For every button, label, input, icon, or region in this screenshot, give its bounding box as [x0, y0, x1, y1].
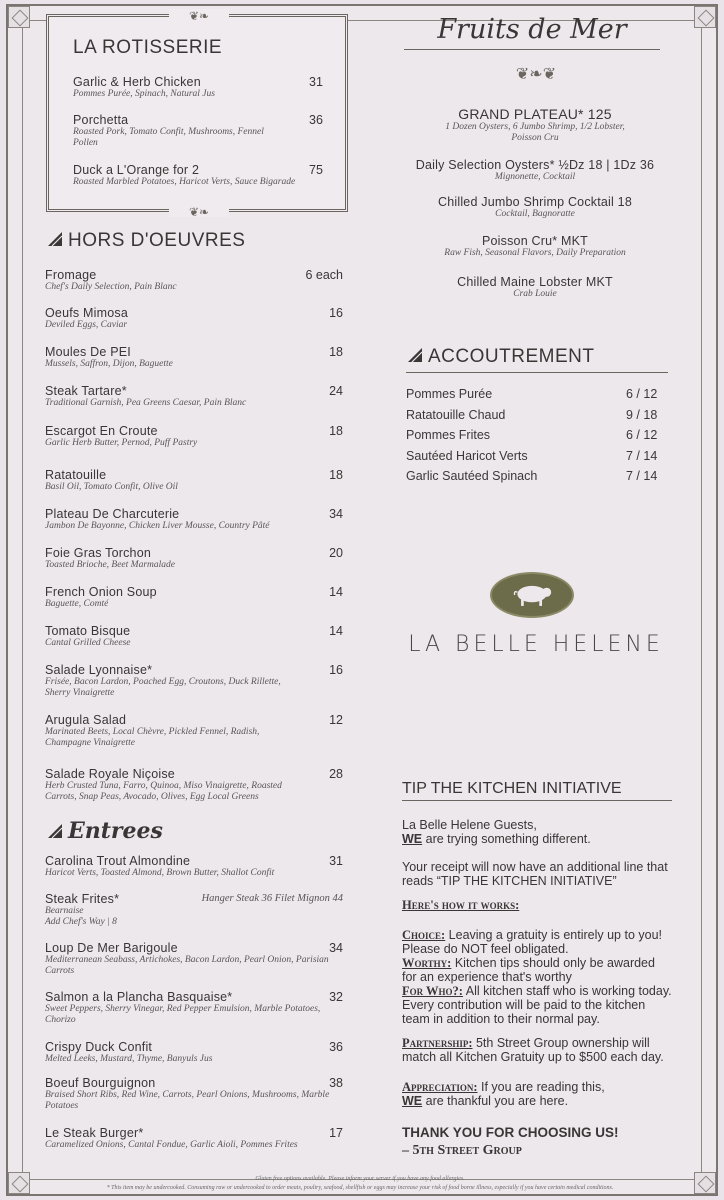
scroll-ornament-icon: ❦❧	[169, 9, 229, 21]
item-price: 6 / 12	[626, 387, 658, 401]
list-item	[45, 468, 345, 493]
item-name: Chilled Jumbo Shrimp Cocktail 18	[438, 195, 632, 209]
list-item	[45, 624, 345, 649]
list-item	[73, 113, 323, 149]
item-desc: 1 Dozen Oysters, 6 Jumbo Shrimp, 1/2 Lobster, Poisson Cru	[445, 122, 625, 143]
tip-appreciation	[402, 1080, 672, 1108]
list-item	[400, 275, 670, 300]
tip-appr-text: If you are reading this,	[477, 1080, 605, 1094]
item-price: 14	[329, 585, 343, 599]
knife-icon	[46, 230, 64, 248]
item-price: 75	[309, 163, 323, 177]
list-item	[45, 268, 345, 293]
hors-title	[46, 230, 245, 252]
list-item	[406, 387, 666, 401]
item-name: Fromage	[45, 268, 97, 282]
item-name: Arugula Salad	[45, 713, 127, 727]
tip-forwho-text: All kitchen staff who is working today. Every contribution will be paid to the kitchen team in addition to their normal pay.	[402, 984, 672, 1026]
list-item	[406, 408, 666, 422]
list-item	[45, 767, 345, 803]
list-item	[45, 990, 345, 1026]
accoutrement-title-text: ACCOUTREMENT	[428, 346, 595, 367]
list-item	[45, 546, 345, 571]
item-desc: Mussels, Saffron, Dijon, Baguette	[45, 359, 173, 369]
list-item	[45, 1076, 345, 1112]
list-item	[45, 663, 345, 699]
item-desc: Caramelized Onions, Cantal Fondue, Garlic Aioli, Pommes Frites	[45, 1140, 298, 1150]
item-price: 6 / 12	[626, 428, 658, 442]
knife-icon	[406, 346, 424, 364]
item-desc: Add Chef's Way | 8	[45, 917, 117, 927]
item-name: Moules De PEI	[45, 345, 131, 359]
item-desc: Basil Oil, Tomato Confit, Olive Oil	[45, 482, 178, 492]
item-desc: Frisée, Bacon Lardon, Poached Egg, Croutons, Duck Rillette, Sherry Vinaigrette	[45, 677, 281, 698]
item-price: 18	[329, 468, 343, 482]
tip-worthy-text: Kitchen tips should only be awarded for an experience that's worthy	[402, 956, 655, 984]
item-desc: Cocktail, Bagnoratte	[495, 209, 575, 219]
list-item	[400, 158, 670, 183]
scroll-ornament-icon: ❦❧❦	[515, 66, 557, 83]
item-name: Ratatouille Chaud	[406, 407, 506, 422]
item-name: Salade Lyonnaise*	[45, 663, 153, 677]
item-name: Loup De Mer Barigoule	[45, 941, 178, 955]
item-desc: Cantal Grilled Cheese	[45, 638, 131, 648]
item-price: 14	[329, 624, 343, 638]
item-desc: Toasted Brioche, Beet Marmalade	[45, 560, 175, 570]
tip-appr-we: WE	[402, 1094, 423, 1108]
list-item	[45, 384, 345, 409]
rotisserie-box	[46, 9, 348, 219]
tip-partner-text: 5th Street Group ownership will match all Kitchen Gratuity up to $500 each day.	[402, 1036, 664, 1064]
item-price: 32	[329, 990, 343, 1004]
entrees-title	[46, 818, 163, 844]
item-name: Salade Royale Niçoise	[45, 767, 175, 781]
item-price: 6 each	[305, 268, 343, 282]
list-item	[400, 234, 670, 259]
item-name: Steak Tartare*	[45, 384, 127, 398]
item-desc: Roasted Pork, Tomato Confit, Mushrooms, Fennel Pollen	[73, 127, 264, 148]
item-name: French Onion Soup	[45, 585, 157, 599]
list-item	[45, 424, 345, 449]
item-name: Carolina Trout Almondine	[45, 854, 191, 868]
corner-ornament	[8, 1172, 30, 1194]
tip-title: TIP THE KITCHEN INITIATIVE	[402, 782, 672, 801]
hors-title-text: HORS D'OEUVRES	[68, 230, 246, 251]
item-price: 16	[329, 306, 343, 320]
item-price: 16	[329, 663, 343, 677]
tip-how	[402, 898, 672, 912]
scroll-ornament-icon: ❦❧	[169, 205, 229, 217]
item-name: Salmon a la Plancha Basquaise*	[45, 990, 233, 1004]
item-name: GRAND PLATEAU* 125	[458, 106, 612, 122]
tip-intro	[402, 818, 672, 846]
item-name: Garlic Sautéed Spinach	[406, 469, 538, 483]
item-desc: Roasted Marbled Potatoes, Haricot Verts, Sauce Bigarade	[73, 177, 296, 187]
item-price: 12	[329, 713, 343, 727]
list-item	[406, 428, 666, 442]
item-desc: Mignonette, Cocktail	[494, 172, 576, 182]
list-item	[45, 941, 345, 977]
item-name: Garlic & Herb Chicken	[73, 75, 201, 89]
item-name: Pommes Frites	[406, 428, 491, 442]
corner-ornament	[694, 1172, 716, 1194]
tip-we: WE	[402, 832, 423, 846]
item-name: Oeufs Mimosa	[45, 306, 128, 320]
item-price: 31	[329, 854, 343, 868]
item-desc: Baguette, Comté	[45, 599, 109, 609]
item-desc: Sweet Peppers, Sherry Vinegar, Red Pepper Emulsion, Marble Potatoes, Chorizo	[45, 1004, 321, 1025]
fruits-header	[404, 14, 660, 50]
item-price: 36	[309, 113, 323, 127]
item-name: Porchetta	[73, 113, 129, 127]
item-desc: Pommes Purée, Spinach, Natural Jus	[73, 89, 215, 99]
footer-warning: * This item may be undercooked. Consuming raw or undercooked to order meats, poultry, seafood, shellfish or eggs may increase your risk of food borne illness, especially if you have certain medical conditions.	[106, 1185, 614, 1191]
item-name: Foie Gras Torchon	[45, 546, 151, 560]
accoutrement-title	[406, 346, 668, 373]
item-desc: Braised Short Ribs, Red Wine, Carrots, Pearl Onions, Mushrooms, Marble Potatoes	[45, 1090, 330, 1111]
item-name: Tomato Bisque	[45, 624, 131, 638]
item-price: 18	[329, 345, 343, 359]
item-desc: Haricot Verts, Toasted Almond, Brown Butter, Shallot Confit	[45, 868, 275, 878]
item-extra: Hanger Steak 36 Filet Mignon 44	[201, 893, 343, 904]
list-item	[45, 507, 345, 532]
item-name: Chilled Maine Lobster MKT	[457, 275, 613, 289]
item-name: Pommes Purée	[406, 387, 493, 401]
tip-thanks: THANK YOU FOR CHOOSING US!	[402, 1125, 619, 1140]
list-item	[73, 75, 323, 100]
item-price: 18	[329, 424, 343, 438]
item-name: Daily Selection Oysters* ½Dz 18 | 1Dz 36	[415, 158, 655, 172]
list-item	[45, 892, 345, 928]
tip-partner-label: Partnership:	[402, 1036, 473, 1050]
tip-receipt: Your receipt will now have an additional line that reads “TIP THE KITCHEN INITIATIVE”	[402, 860, 668, 888]
item-desc: Deviled Eggs, Caviar	[45, 320, 128, 330]
item-desc: Garlic Herb Butter, Pernod, Puff Pastry	[45, 438, 198, 448]
list-item	[45, 713, 345, 749]
item-price: 28	[329, 767, 343, 781]
item-desc: Raw Fish, Seasonal Flavors, Daily Preparation	[444, 248, 626, 258]
tip-choice	[402, 928, 672, 956]
tip-greeting2: are trying something different.	[422, 832, 591, 846]
pig-logo	[490, 572, 574, 618]
entrees-title-text: Entrees	[68, 818, 163, 844]
item-name: Ratatouille	[45, 468, 107, 482]
tip-appr-label: Appreciation:	[402, 1080, 478, 1094]
item-price: 9 / 18	[626, 407, 658, 422]
tip-appr-text2: are thankful you are here.	[422, 1094, 569, 1108]
list-item	[73, 163, 329, 188]
item-desc: Chef's Daily Selection, Pain Blanc	[45, 282, 177, 292]
item-desc: Melted Leeks, Mustard, Thyme, Banyuls Jus	[45, 1054, 213, 1064]
item-name: Steak Frites*	[45, 892, 120, 906]
item-desc: Marinated Beets, Local Chèvre, Pickled Fennel, Radish, Champagne Vinaigrette	[45, 727, 260, 748]
item-desc: Traditional Garnish, Pea Greens Caesar, Pain Blanc	[45, 398, 247, 408]
item-name: Boeuf Bourguignon	[45, 1076, 156, 1090]
item-price: 20	[329, 546, 343, 560]
item-price: 17	[329, 1126, 343, 1140]
item-name: Crispy Duck Confit	[45, 1040, 153, 1054]
corner-ornament	[8, 6, 30, 28]
item-name: Plateau De Charcuterie	[45, 507, 180, 521]
tip-choice-text: Leaving a gratuity is entirely up to you! Please do NOT feel obligated.	[402, 928, 662, 956]
tip-worthy	[402, 956, 672, 984]
item-price: 36	[329, 1040, 343, 1054]
item-price: 31	[309, 75, 323, 89]
item-desc: Herb Crusted Tuna, Farro, Quinoa, Miso Vinaigrette, Roasted Carrots, Snap Peas, Avocado, Olives, Egg Local Greens	[45, 781, 282, 802]
list-item	[400, 106, 670, 144]
tip-group: – 5th Street Group	[402, 1143, 522, 1158]
footer-allergy: Gluten free options available. Please inform your server if you have any food allergies.	[255, 1176, 465, 1182]
list-item	[406, 449, 666, 463]
item-name: Escargot En Croute	[45, 424, 158, 438]
knife-icon	[46, 822, 64, 840]
item-desc: Bearnaise	[45, 906, 84, 916]
tip-greeting-line	[402, 832, 672, 846]
tip-forwho	[402, 984, 672, 1026]
fruits-title: Fruits de Mer	[437, 14, 627, 45]
corner-ornament	[694, 6, 716, 28]
list-item	[45, 1040, 345, 1065]
item-desc: Crab Louie	[513, 289, 557, 299]
brand-name: LA BELLE HELENE	[408, 632, 664, 657]
item-name: Le Steak Burger*	[45, 1126, 144, 1140]
item-price: 7 / 14	[626, 448, 658, 463]
item-price: 34	[329, 507, 343, 521]
item-desc: Mediterranean Seabass, Artichokes, Bacon Lardon, Pearl Onion, Parisian Carrots	[45, 955, 329, 976]
item-name: Duck a L'Orange for 2	[73, 163, 200, 177]
tip-forwho-label: For Who?:	[402, 984, 463, 998]
tip-greeting: La Belle Helene Guests,	[402, 818, 537, 832]
rotisserie-title: LA ROTISSERIE	[73, 37, 223, 58]
item-desc: Jambon De Bayonne, Chicken Liver Mousse, Country Pâté	[45, 521, 270, 531]
list-item	[45, 585, 345, 610]
item-price: 34	[329, 941, 343, 955]
list-item	[45, 345, 345, 370]
list-item	[406, 469, 666, 483]
tip-worthy-label: Worthy:	[402, 956, 452, 970]
list-item	[45, 854, 345, 879]
item-name: Sautéed Haricot Verts	[406, 448, 528, 463]
tip-how-text: Here's how it works:	[402, 898, 520, 912]
pig-icon	[492, 574, 572, 616]
item-name: Poisson Cru* MKT	[481, 234, 588, 248]
tip-partner	[402, 1036, 672, 1064]
tip-choice-label: Choice:	[402, 928, 446, 942]
list-item	[45, 306, 345, 331]
item-price: 24	[329, 384, 343, 398]
list-item	[400, 195, 670, 220]
item-price: 7 / 14	[626, 469, 658, 483]
list-item	[45, 1126, 345, 1151]
item-price: 38	[329, 1076, 343, 1090]
